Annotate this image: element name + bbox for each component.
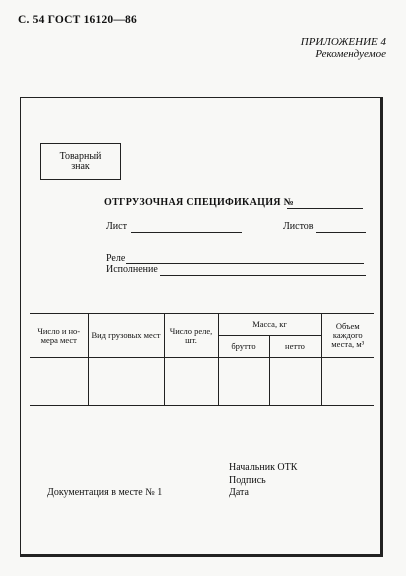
signature-block bbox=[229, 462, 297, 500]
date-label: Дата bbox=[229, 487, 249, 498]
sheets-label: Листов bbox=[283, 221, 314, 232]
to-label: Реле bbox=[106, 253, 126, 264]
form-title: ОТГРУЗОЧНАЯ СПЕЦИФИКАЦИЯ № bbox=[104, 197, 294, 208]
table-cell[interactable] bbox=[88, 358, 164, 406]
appendix-subtitle: Рекомендуемое bbox=[315, 48, 386, 60]
table-cell[interactable] bbox=[321, 358, 374, 406]
col-mass-header: Масса, кг bbox=[218, 314, 321, 336]
table-cell[interactable] bbox=[164, 358, 218, 406]
spec-table bbox=[30, 313, 374, 406]
chief-label: Начальник ОТК bbox=[229, 462, 298, 473]
col-brutto-header: брутто bbox=[218, 336, 269, 358]
appendix-block bbox=[301, 36, 386, 60]
form-number-field[interactable] bbox=[287, 197, 363, 209]
sheet-field[interactable] bbox=[131, 221, 242, 233]
col-netto-header: нетто bbox=[269, 336, 321, 358]
trademark-line2: знак bbox=[71, 161, 90, 172]
table-cell[interactable] bbox=[218, 358, 269, 406]
table-cell[interactable] bbox=[269, 358, 321, 406]
table-cell[interactable] bbox=[30, 358, 88, 406]
appendix-title: ПРИЛОЖЕНИЕ 4 bbox=[300, 36, 386, 48]
exec-label: Исполнение bbox=[106, 264, 158, 275]
sheet-label: Лист bbox=[106, 221, 127, 232]
trademark-box bbox=[40, 143, 121, 180]
col-relay-header: Число реле, шт. bbox=[164, 314, 218, 358]
col-type-header: Вид грузовых мест bbox=[88, 314, 164, 358]
sheets-field[interactable] bbox=[316, 221, 366, 233]
doc-place-label: Документация в месте № 1 bbox=[47, 487, 163, 498]
table-row bbox=[30, 358, 374, 406]
trademark-line1: Товарный bbox=[59, 151, 102, 162]
to-field[interactable] bbox=[126, 253, 364, 264]
col-volume-header: Объем каждого места, м³ bbox=[321, 314, 374, 358]
col-count-header: Число и но-мера мест bbox=[30, 314, 88, 358]
signature-label: Подпись bbox=[229, 474, 266, 486]
exec-field[interactable] bbox=[160, 264, 366, 276]
page-reference: С. 54 ГОСТ 16120—86 bbox=[18, 14, 137, 26]
